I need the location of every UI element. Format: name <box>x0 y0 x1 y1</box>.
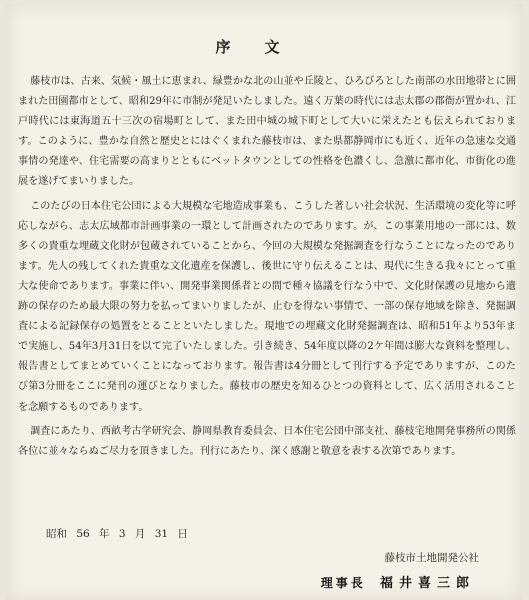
paragraph-2 <box>18 197 516 418</box>
signer-title: 理事長 <box>320 576 366 590</box>
paragraph-3 <box>18 422 516 462</box>
page-title: 序文 <box>215 38 314 56</box>
paragraph-1 <box>18 72 516 193</box>
paragraph-text: 藤枝市は、古来、気候・風土に恵まれ、緑豊かな北の山並や丘陵と、ひろびろとした南部の水田地帯とに囲まれた田園都市として、昭和29年に市制が発足いたしました。遠く万葉の時代には志太郡の郡衙が置かれ、江戸時代には東海道五十三次の宿場町として、また田中城の城下町として大いに栄えたとも伝えられております。このように、豊かな自然と歴史とにはぐくまれた藤枝市は、また県都静岡市にも近く、近年の急速な交通事情の発達や、住宅需要の高まりとともにベットタウンとしての性格を色濃くし、急激に都市化、市街化の進展を遂げてまいりました。 <box>18 76 516 188</box>
publication-date: 昭和 56 年 3 月 31 日 <box>46 528 188 540</box>
preface-body <box>18 72 516 466</box>
paragraph-text: 調査にあたり、西畝考古学研究会、静岡県教育委員会、日本住宅公団中部支社、藤枝宅地開発事務所の関係各位に並々ならぬご尽力を頂きました。刊行にあたり、深く感謝と敬意を表する次第であります。 <box>18 425 516 457</box>
signer-name: 福井喜三郎 <box>379 576 475 591</box>
organization-name: 藤枝市土地開発公社 <box>384 552 479 564</box>
document-page <box>6 4 523 600</box>
signature-block <box>321 572 475 591</box>
paragraph-text: このたびの日本住宅公団による大規模な宅地造成事業も、こうした著しい社会状況、生活環境の変化等に呼応しながら、志太広域都市計画事業の一環として計画されたのであります。が、この事業用地の一部には、数多くの貴重な埋蔵文化財が包蔵されていることから、今回の大規模な発掘調査を行なうことになったのであります。先人の残してくれた貴重な文化遺産を保護し、後世に守り伝えることは、現代に生きる我々にとって重大な使命であります。事業に伴い、開発事業関係者との間で種々協議を行なう中で、文化財保護の見地から遺跡の保存のため最大限の努力を払ってまいりましたが、止むを得ない事情で、一部の保存地域を除き、発掘調査による記録保存の処置をとることといたしました。現地での埋蔵文化財発掘調査は、昭和51年より53年まで実施し、54年3月31日を以て完了いたしました。引き続き、54年度以降の2ケ年間は膨大な資料を整理し、報告書としてまとめていくことになっております。報告書は4分冊として刊行する予定でありますが、このたび第3分冊をここに発刊の運びとなりました。藤枝市の歴史を知るひとつの資料として、広く活用されることを念願するものであります。 <box>18 200 516 413</box>
